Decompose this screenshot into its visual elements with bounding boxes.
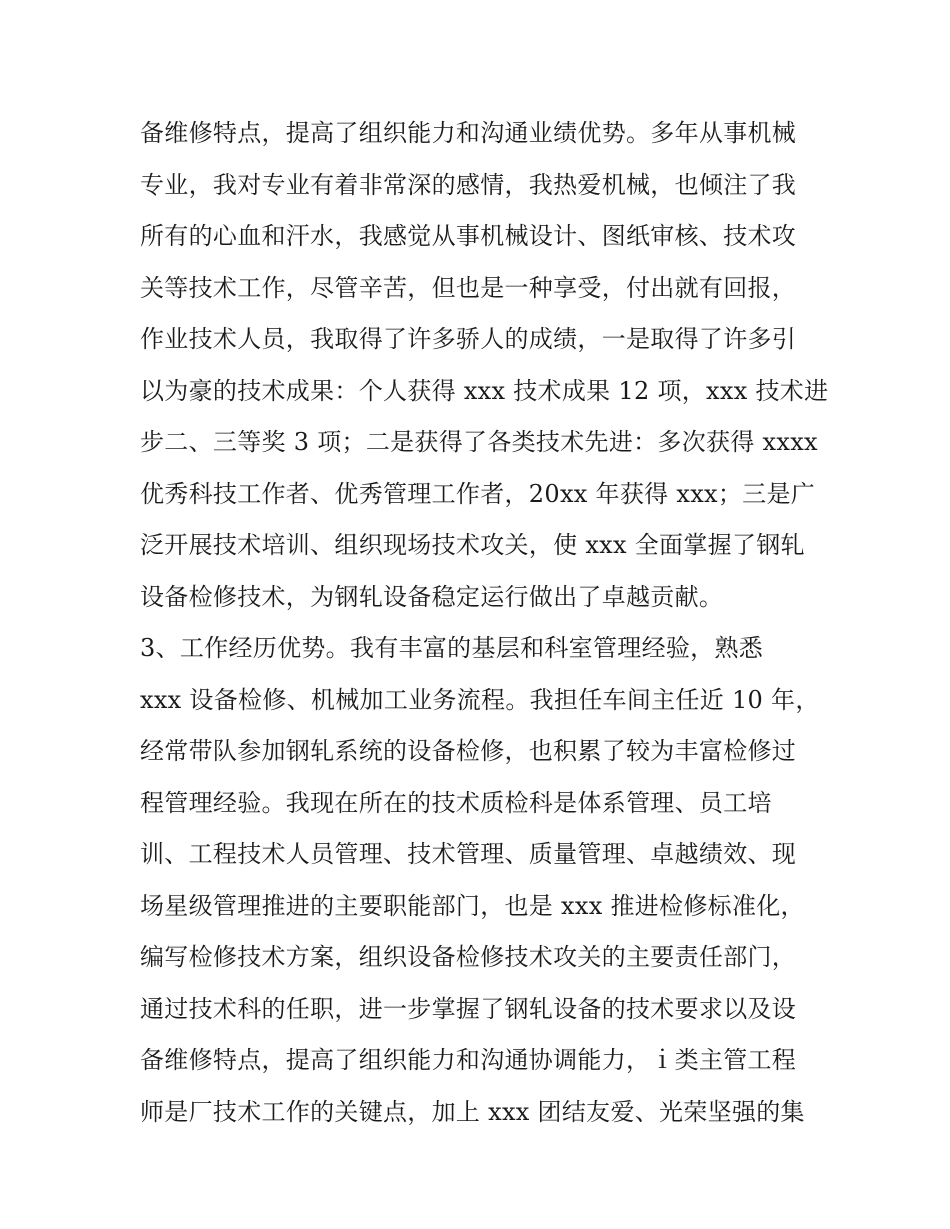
- document-body: [140, 108, 830, 1138]
- text-line: 经常带队参加钢轧系统的设备检修，也积累了较为丰富检修过: [140, 737, 797, 765]
- text-line: 以为豪的技术成果：个人获得 xxx 技术成果 12 项，xxx 技术进: [140, 376, 829, 405]
- text-line: 步二、三等奖 3 项；二是获得了各类技术先进：多次获得 xxxx: [140, 428, 818, 456]
- text-line: 场星级管理推进的主要职能部门，也是 xxx 推进检修标准化，: [140, 891, 805, 920]
- text-line: 3、工作经历优势。我有丰富的基层和科室管理经验，熟悉: [140, 634, 764, 662]
- text-line: 泛开展技术培训、组织现场技术攻关，使 xxx 全面掌握了钢轧: [140, 531, 805, 559]
- text-line: xxx 设备检修、机械加工业务流程。我担任车间主任近 10 年，: [140, 685, 820, 714]
- text-line: 编写检修技术方案，组织设备检修技术攻关的主要责任部门，: [140, 943, 797, 971]
- text-line: 设备检修技术，为钢轧设备稳定运行做出了卓越贡献。: [140, 582, 724, 611]
- text-line: 程管理经验。我现在所在的技术质检科是体系管理、员工培: [140, 788, 772, 817]
- text-line: 训、工程技术人员管理、技术管理、质量管理、卓越绩效、现: [140, 840, 797, 868]
- text-line: 备维修特点，提高了组织能力和沟通协调能力，ｉ类主管工程: [140, 1046, 797, 1074]
- text-line: 优秀科技工作者、优秀管理工作者，20xx 年获得 xxx；三是广: [140, 479, 816, 508]
- text-line: 师是厂技术工作的关键点，加上 xxx 团结友爱、光荣坚强的集: [140, 1097, 805, 1126]
- text-line: 所有的心血和汗水，我感觉从事机械设计、图纸审核、技术攻: [140, 222, 797, 250]
- text-line: 专业，我对专业有着非常深的感情，我热爱机械，也倾注了我: [140, 170, 797, 199]
- text-line: 作业技术人员，我取得了许多骄人的成绩，一是取得了许多引: [140, 325, 797, 353]
- text-line: 通过技术科的任职，进一步掌握了钢轧设备的技术要求以及设: [140, 994, 797, 1023]
- text-line: 备维修特点，提高了组织能力和沟通业绩优势。多年从事机械: [140, 119, 797, 147]
- text-line: 关等技术工作，尽管辛苦，但也是一种享受，付出就有回报，: [140, 273, 797, 302]
